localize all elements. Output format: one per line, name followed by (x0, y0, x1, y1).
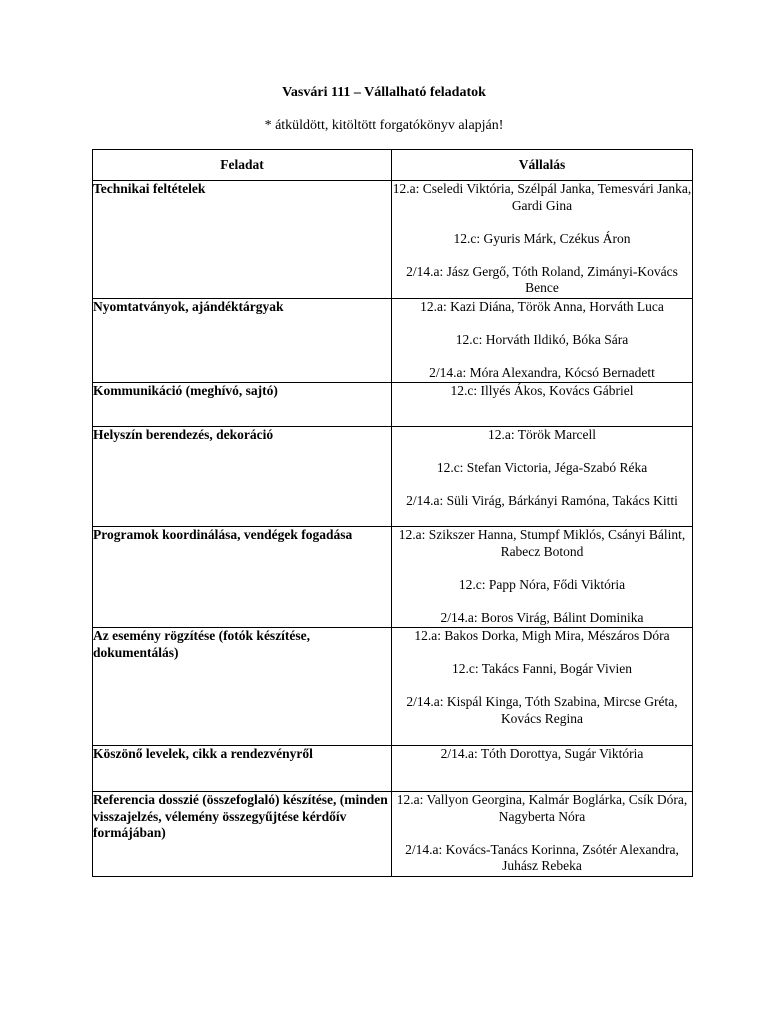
class-assignment: 12.c: Papp Nóra, Fődi Viktória (458, 576, 626, 592)
table-row (93, 746, 693, 792)
class-assignment: 12.a: Szikszer Hanna, Stumpf Miklós, Csányi Bálint, Rabecz Botond (398, 527, 686, 559)
class-assignment: 2/14.a: Süli Virág, Bárkányi Ramóna, Takács Kitti (406, 493, 678, 508)
class-assignment: 12.c: Horváth Ildikó, Bóka Sára (455, 332, 629, 347)
document-subtitle: * átküldött, kitöltött forgatókönyv alapján! (264, 118, 504, 133)
header-task: Feladat (93, 150, 392, 181)
task-cell: Kommunikáció (meghívó, sajtó) (93, 383, 392, 427)
class-assignment: 2/14.a: Boros Virág, Bálint Dominika (440, 609, 644, 625)
class-assignment: 12.a: Vallyon Georgina, Kalmár Boglárka, Csík Dóra, Nagyberta Nóra (396, 792, 688, 824)
assignment-cell (392, 181, 693, 299)
table-row (93, 527, 693, 628)
table-row (93, 427, 693, 527)
class-assignment: 2/14.a: Kovács-Tanács Korinna, Zsótér Alexandra, Juhász Rebeka (405, 841, 679, 873)
table-row (93, 792, 693, 877)
task-table (92, 149, 693, 877)
assignment-cell (392, 628, 693, 746)
task-cell: Az esemény rögzítése (fotók készítése, dokumentálás) (93, 628, 392, 746)
class-assignment: 12.c: Gyuris Márk, Czékus Áron (453, 230, 631, 246)
table-row (93, 628, 693, 746)
class-assignment: 2/14.a: Móra Alexandra, Kócsó Bernadett (429, 365, 655, 380)
class-assignment: 2/14.a: Kispál Kinga, Tóth Szabina, Mircse Gréta, Kovács Regina (406, 694, 678, 726)
class-assignment: 12.a: Török Marcell (487, 427, 597, 442)
task-cell: Programok koordinálása, vendégek fogadása (93, 527, 392, 628)
table-row (93, 181, 693, 299)
class-assignment: 2/14.a: Tóth Dorottya, Sugár Viktória (440, 746, 644, 761)
table-row (93, 299, 693, 383)
assignment-cell (392, 527, 693, 628)
assignment-cell (392, 383, 693, 427)
class-assignment: 12.c: Illyés Ákos, Kovács Gábriel (450, 383, 634, 398)
task-cell: Helyszín berendezés, dekoráció (93, 427, 392, 527)
task-cell: Technikai feltételek (93, 181, 392, 299)
task-cell: Köszönő levelek, cikk a rendezvényről (93, 746, 392, 792)
assignment-cell (392, 792, 693, 877)
class-assignment: 2/14.a: Jász Gergő, Tóth Roland, Zimányi-Kovács Bence (406, 263, 678, 295)
class-assignment: 12.a: Cseledi Viktória, Szélpál Janka, Temesvári Janka, Gardi Gina (392, 181, 692, 213)
class-assignment: 12.c: Takács Fanni, Bogár Vivien (452, 661, 632, 676)
task-cell: Nyomtatványok, ajándéktárgyak (93, 299, 392, 383)
assignment-cell (392, 299, 693, 383)
assignment-cell (392, 746, 693, 792)
document-title: Vasvári 111 – Vállalható feladatok (282, 85, 486, 100)
table-header-row (93, 150, 693, 181)
class-assignment: 12.a: Bakos Dorka, Migh Mira, Mészáros Dóra (414, 628, 670, 643)
assignment-cell (392, 427, 693, 527)
class-assignment: 12.a: Kazi Diána, Török Anna, Horváth Luca (420, 299, 664, 314)
header-assignment: Vállalás (392, 150, 693, 181)
table-row (93, 383, 693, 427)
task-cell: Referencia dosszié (összefoglaló) készítése, (minden visszajelzés, vélemény összegyűjtése kérdőív formájában) (93, 792, 392, 877)
class-assignment: 12.c: Stefan Victoria, Jéga-Szabó Réka (436, 460, 648, 475)
